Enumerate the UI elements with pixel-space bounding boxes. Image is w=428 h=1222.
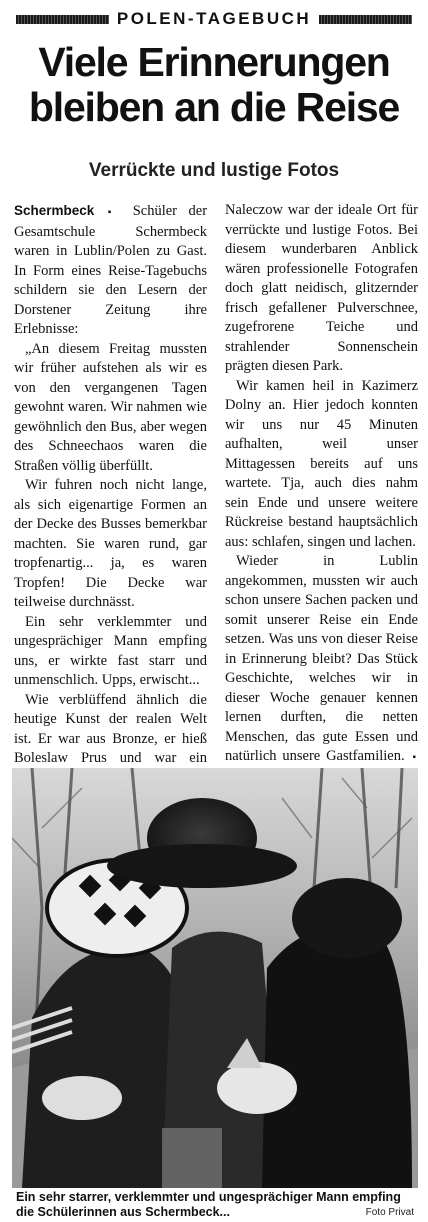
kicker-rule-right — [319, 15, 412, 24]
paragraph-text: Schüler der Gesamtschule Schermbeck waren in Lublin/Polen zu Gast. In Form eines Reise-Tagebuchs schildern sie den Lesern der Dorstener Zeitung ihre Erlebnisse: — [14, 203, 208, 337]
photo-image — [12, 768, 418, 1188]
article-column-2 — [225, 201, 418, 764]
article-body — [14, 201, 418, 766]
article-photo — [12, 768, 418, 1188]
article-paragraph — [225, 552, 418, 787]
subheadline: Verrückte und lustige Fotos — [88, 160, 340, 181]
kicker-rule-left — [16, 15, 109, 24]
headline: Viele Erinnerungen bleiben an die Reise — [28, 39, 400, 130]
paragraph-text: Wieder in Lublin angekommen, mussten wir auch schon unsere Sachen packen und somit unserer Reise ein Ende setzen. Was uns von dieser Reise in Erinnerung bleibt? Das Stück Geschichte, welches wir in dieser Woche genauer kennen lernen durften, die netten Menschen, das gute Essen und natürlich unsere Gastfamilien. — [225, 553, 418, 764]
article-paragraph: Wir kamen heil in Kazimerz Dolny an. Hier jedoch konnten wir uns nur 45 Minuten aufhalten, weil unser Mittagessen bereits auf uns wartete. Tja, auch dies nahm sein Ende und unsere weitere Rückreise bestand hauptsächlich aus: schlafen, singen und lachen. — [225, 377, 418, 550]
article-paragraph: „An diesem Freitag mussten wir früher aufstehen als wir es von den vergangenen Tagen gewohnt waren. Wir nahmen wie gewöhnlich den Bus, aber wegen des Schneechaos waren die Straßen völlig überfüllt. — [14, 340, 207, 474]
photo-caption: Ein sehr starrer, verklemmter und ungesprächiger Mann empfing die Schülerinnen aus Schermbeck... — [16, 1190, 401, 1219]
article-paragraph: Wie verblüffend ähnlich die heutige Kunst der realen Welt ist. Er war aus Bronze, er hieß Boleslaw Prus und war ein — [14, 691, 207, 766]
end-marker: ▪ — [412, 752, 417, 763]
section-kicker: POLEN-TAGEBUCH — [116, 9, 312, 28]
photo-credit: Foto Privat — [365, 1207, 414, 1218]
article-column-1 — [14, 201, 208, 766]
article-paragraph: Wir fuhren noch nicht lange, als sich eigenartige Formen an der Decke des Busses bemerkbar machten. Sie waren rund, gar tropfenartig... ja, es waren Tropfen! Die Decke war teilweise durchnässt. — [14, 477, 207, 610]
article-paragraph — [14, 201, 207, 340]
dateline-separator: ▪ — [107, 207, 120, 218]
article-paragraph: Ein sehr verklemmter und ungesprächiger Mann empfing uns, er wirkte fast starr und unmenschlich. Upps, erwischt... — [14, 613, 207, 688]
dateline: Schermbeck — [14, 203, 95, 218]
kicker-bar — [16, 8, 412, 30]
article-paragraph: Naleczow war der ideale Ort für verrückte und lustige Fotos. Bei diesem wunderbaren Anblick wären professionelle Fotografen doch glatt neidisch, glitzernder frisch gefallener Pulverschnee, zugefrorene Teiche und strahlender Sonnenschein prägten diesen Park. — [225, 202, 418, 374]
